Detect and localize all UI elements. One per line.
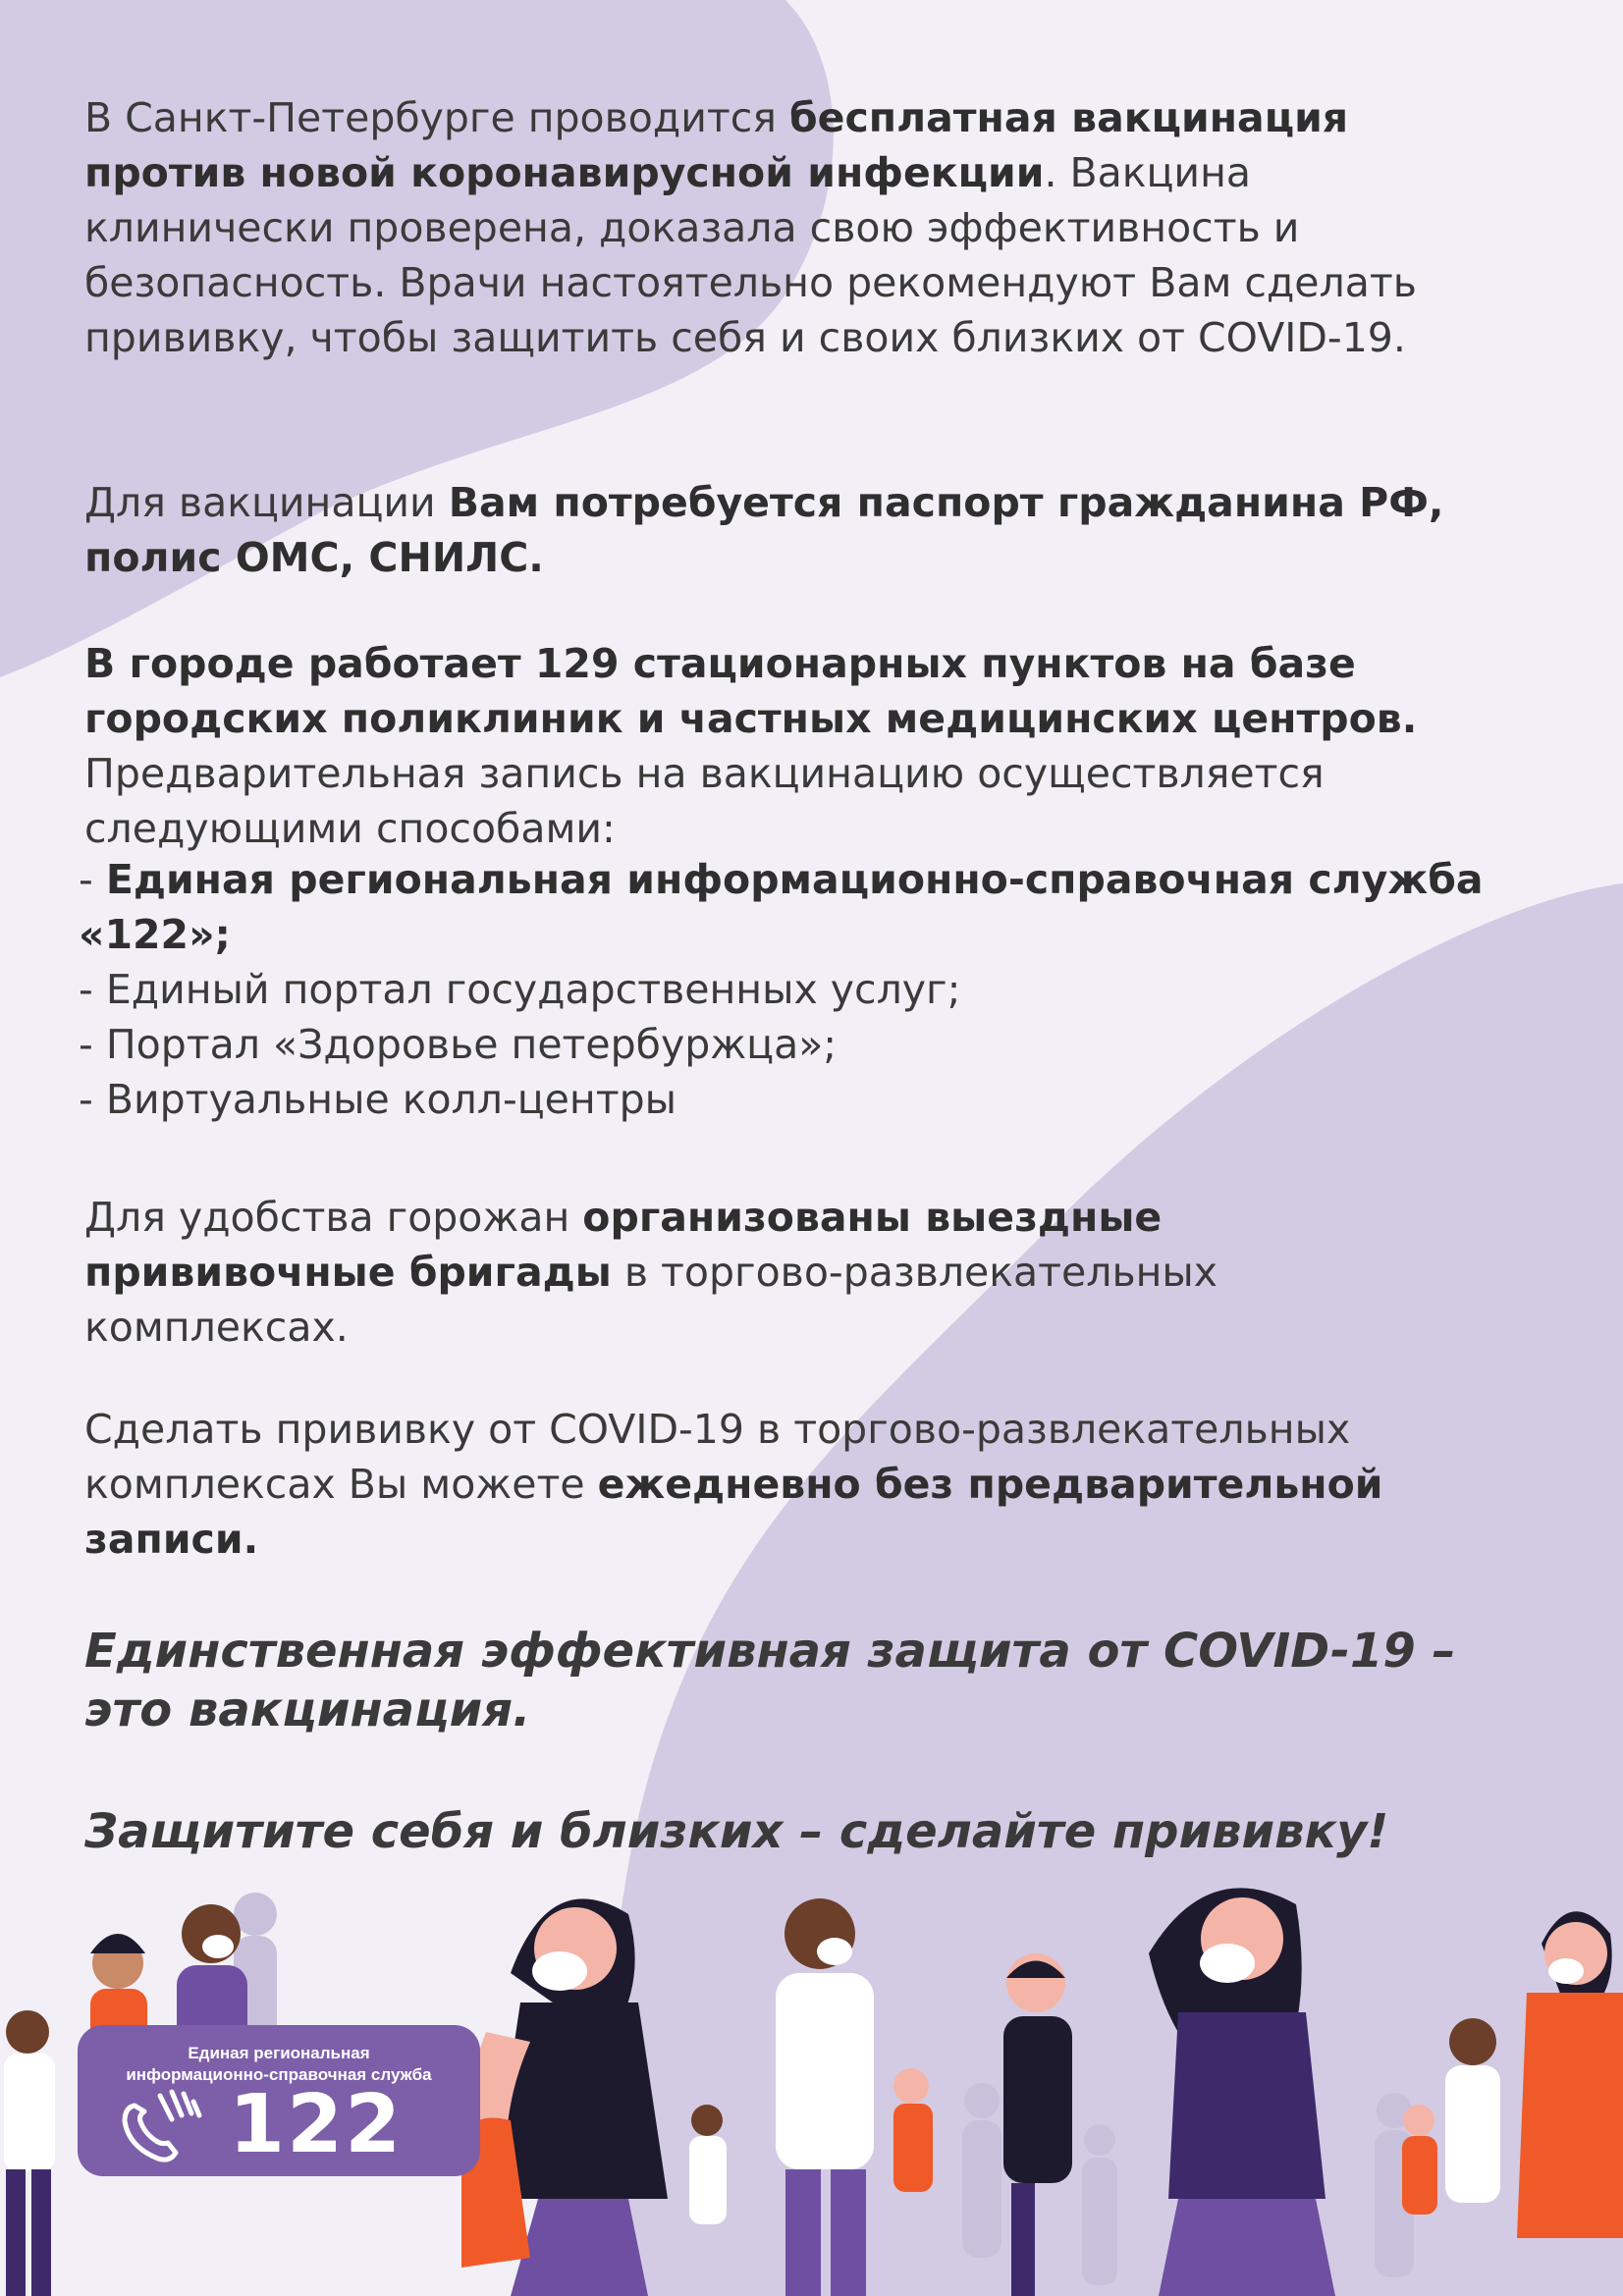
list-item: - Единая региональная информационно-справочная служба «122»;	[79, 856, 1484, 958]
walk-in-paragraph: Сделать прививку от COVID-19 в торгово-развлекательных комплексах Вы можете ежедневно без предварительной записи.	[84, 1406, 1383, 1563]
documents-paragraph: Для вакцинации Вам потребуется паспорт гражданина РФ, полис ОМС, СНИЛС.	[84, 479, 1444, 581]
intro-paragraph: В Санкт-Петербурге проводится бесплатная вакцинация против новой коронавирусной инфекции. Вакцина клинически проверена, доказала свою эффективность и безопасность. Врачи настоятельно рекомендуют Вам сделать прививку, чтобы защитить себя и своих близких от COVID-19.	[84, 94, 1417, 361]
vaccination-points-paragraph: В городе работает 129 стационарных пунктов на базе городских поликлиник и частных медицинских центров. Предварительная запись на вакцинацию осуществляется следующими способами:	[84, 640, 1418, 852]
phone-hand-icon	[115, 2088, 209, 2166]
registration-methods-list	[79, 852, 1561, 1127]
list-item: - Единый портал государственных услуг;	[79, 966, 961, 1013]
mobile-teams-paragraph: Для удобства горожан организованы выездные прививочные бригады в торгово-развлекательных комплексах.	[84, 1194, 1218, 1351]
list-item: - Виртуальные колл-центры	[79, 1076, 676, 1123]
list-item: - Портал «Здоровье петербуржца»;	[79, 1021, 838, 1068]
slogan-vaccination: Единственная эффективная защита от COVID-19 – это вакцинация.	[84, 1624, 1456, 1737]
badge-caption-line1: Единая региональная	[188, 2044, 370, 2062]
hotline-number: 122	[229, 2078, 404, 2171]
badge-caption-line2: информационно-справочная служба	[126, 2065, 432, 2084]
slogan-protect: Защитите себя и близких – сделайте прививку!	[84, 1804, 1389, 1859]
hotline-122-badge[interactable]	[78, 2025, 480, 2176]
